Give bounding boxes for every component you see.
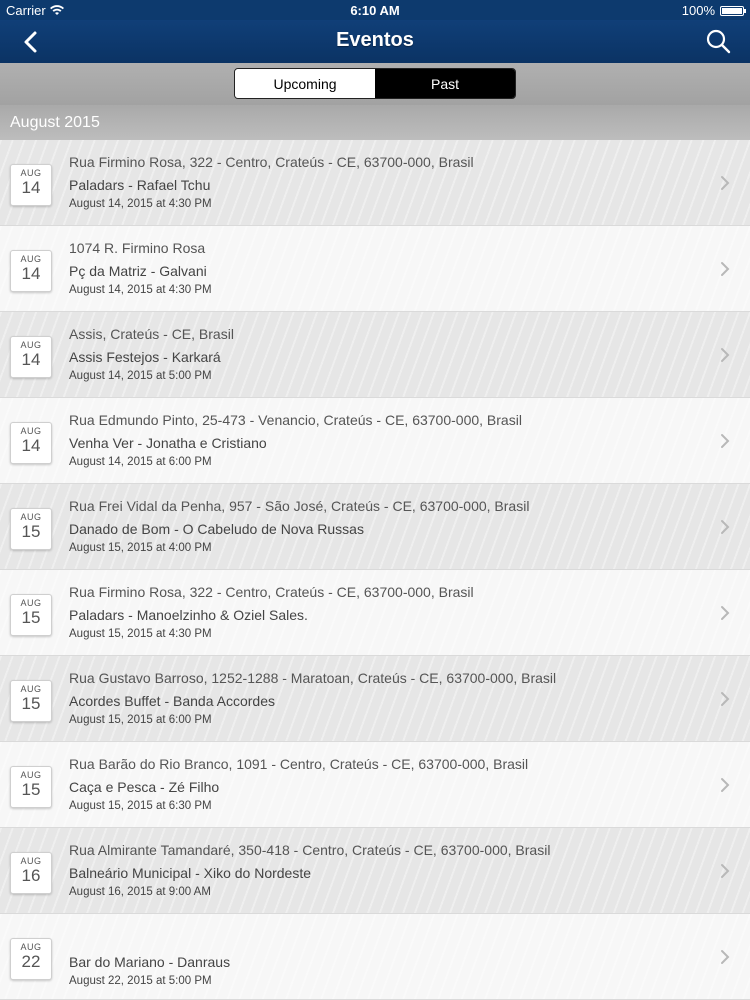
calendar-date-badge	[10, 938, 52, 980]
calendar-date-badge	[10, 336, 52, 378]
chevron-right-icon	[720, 261, 730, 277]
event-address: Rua Almirante Tamandaré, 350-418 - Centro, Crateús - CE, 63700-000, Brasil	[69, 842, 551, 858]
chevron-right-icon	[720, 949, 730, 965]
event-name: Pç da Matriz - Galvani	[69, 263, 207, 279]
date-day: 15	[21, 608, 41, 627]
event-address: Rua Barão do Rio Branco, 1091 - Centro, Crateús - CE, 63700-000, Brasil	[69, 756, 529, 772]
date-month: AUG	[20, 598, 42, 608]
event-details	[69, 412, 690, 468]
status-bar	[0, 0, 750, 20]
battery-icon	[720, 6, 744, 16]
section-title: August 2015	[10, 114, 100, 131]
date-day: 22	[21, 952, 41, 971]
date-day: 15	[21, 522, 41, 541]
chevron-right-icon	[720, 691, 730, 707]
search-icon	[704, 27, 732, 55]
calendar-date-badge	[10, 508, 52, 550]
segment-bar	[0, 63, 750, 105]
event-row[interactable]	[0, 570, 750, 656]
event-row[interactable]	[0, 484, 750, 570]
event-name: Bar do Mariano - Danraus	[69, 954, 231, 970]
event-address: Assis, Crateús - CE, Brasil	[69, 326, 234, 342]
segment-upcoming[interactable]: Upcoming	[235, 69, 375, 98]
section-header	[0, 105, 750, 140]
event-row[interactable]	[0, 226, 750, 312]
event-name: Balneário Municipal - Xiko do Nordeste	[69, 865, 312, 881]
date-day: 15	[21, 780, 41, 799]
event-name: Assis Festejos - Karkará	[69, 349, 221, 365]
date-day: 14	[21, 178, 41, 197]
date-month: AUG	[20, 856, 42, 866]
battery-percent: 100%	[681, 3, 715, 18]
event-datetime: August 16, 2015 at 9:00 AM	[69, 886, 211, 898]
event-datetime: August 15, 2015 at 6:30 PM	[69, 800, 212, 812]
event-row[interactable]	[0, 914, 750, 1000]
event-datetime: August 15, 2015 at 6:00 PM	[69, 714, 212, 726]
calendar-date-badge	[10, 852, 52, 894]
date-month: AUG	[20, 254, 42, 264]
date-day: 16	[21, 866, 41, 885]
event-name: Acordes Buffet - Banda Accordes	[69, 693, 275, 709]
navigation-bar	[0, 20, 750, 63]
date-month: AUG	[20, 942, 42, 952]
event-details	[69, 498, 690, 554]
event-datetime: August 14, 2015 at 5:00 PM	[69, 370, 212, 382]
date-month: AUG	[20, 426, 42, 436]
date-day: 14	[21, 264, 41, 283]
event-details	[69, 842, 690, 898]
chevron-right-icon	[720, 863, 730, 879]
chevron-right-icon	[720, 605, 730, 621]
calendar-date-badge	[10, 594, 52, 636]
event-datetime: August 14, 2015 at 4:30 PM	[69, 284, 212, 296]
chevron-right-icon	[720, 519, 730, 535]
calendar-date-badge	[10, 422, 52, 464]
event-details	[69, 240, 690, 296]
event-datetime: August 14, 2015 at 4:30 PM	[69, 198, 212, 210]
event-datetime: August 15, 2015 at 4:00 PM	[69, 542, 212, 554]
events-filter-segmented-control	[234, 68, 516, 99]
date-month: AUG	[20, 168, 42, 178]
event-details	[69, 326, 690, 382]
chevron-right-icon	[720, 347, 730, 363]
event-details	[69, 951, 690, 987]
event-row[interactable]	[0, 656, 750, 742]
event-details	[69, 670, 690, 726]
calendar-date-badge	[10, 766, 52, 808]
event-address: Rua Edmundo Pinto, 25-473 - Venancio, Crateús - CE, 63700-000, Brasil	[69, 412, 522, 428]
date-day: 15	[21, 694, 41, 713]
chevron-right-icon	[720, 433, 730, 449]
segment-past[interactable]: Past	[375, 69, 515, 98]
date-month: AUG	[20, 512, 42, 522]
calendar-date-badge	[10, 680, 52, 722]
event-datetime: August 22, 2015 at 5:00 PM	[69, 975, 212, 987]
calendar-date-badge	[10, 164, 52, 206]
chevron-right-icon	[720, 175, 730, 191]
event-details	[69, 154, 690, 210]
event-row[interactable]	[0, 742, 750, 828]
date-month: AUG	[20, 770, 42, 780]
carrier-label: Carrier	[6, 3, 46, 18]
page-title: Eventos	[336, 29, 414, 51]
event-datetime: August 14, 2015 at 6:00 PM	[69, 456, 212, 468]
event-list[interactable]	[0, 140, 750, 1000]
event-name: Venha Ver - Jonatha e Cristiano	[69, 435, 267, 451]
event-row[interactable]	[0, 312, 750, 398]
event-row[interactable]	[0, 140, 750, 226]
event-row[interactable]	[0, 828, 750, 914]
event-name: Paladars - Rafael Tchu	[69, 177, 211, 193]
event-datetime: August 15, 2015 at 4:30 PM	[69, 628, 212, 640]
event-details	[69, 584, 690, 640]
date-month: AUG	[20, 340, 42, 350]
event-address: Rua Firmino Rosa, 322 - Centro, Crateús - CE, 63700-000, Brasil	[69, 584, 474, 600]
event-name: Caça e Pesca - Zé Filho	[69, 779, 220, 795]
status-time: 6:10 AM	[350, 3, 400, 18]
event-address: Rua Gustavo Barroso, 1252-1288 - Maratoan, Crateús - CE, 63700-000, Brasil	[69, 670, 557, 686]
event-address: Rua Frei Vidal da Penha, 957 - São José, Crateús - CE, 63700-000, Brasil	[69, 498, 530, 514]
event-name: Danado de Bom - O Cabeludo de Nova Russas	[69, 521, 364, 537]
date-day: 14	[21, 350, 41, 369]
event-details	[69, 756, 690, 812]
event-name: Paladars - Manoelzinho & Oziel Sales.	[69, 607, 308, 623]
calendar-date-badge	[10, 250, 52, 292]
status-right	[682, 3, 744, 18]
event-address: 1074 R. Firmino Rosa	[69, 240, 206, 256]
date-month: AUG	[20, 684, 42, 694]
chevron-right-icon	[720, 777, 730, 793]
event-row[interactable]	[0, 398, 750, 484]
event-address: Rua Firmino Rosa, 322 - Centro, Crateús - CE, 63700-000, Brasil	[69, 154, 474, 170]
date-day: 14	[21, 436, 41, 455]
search-button[interactable]	[704, 27, 732, 55]
